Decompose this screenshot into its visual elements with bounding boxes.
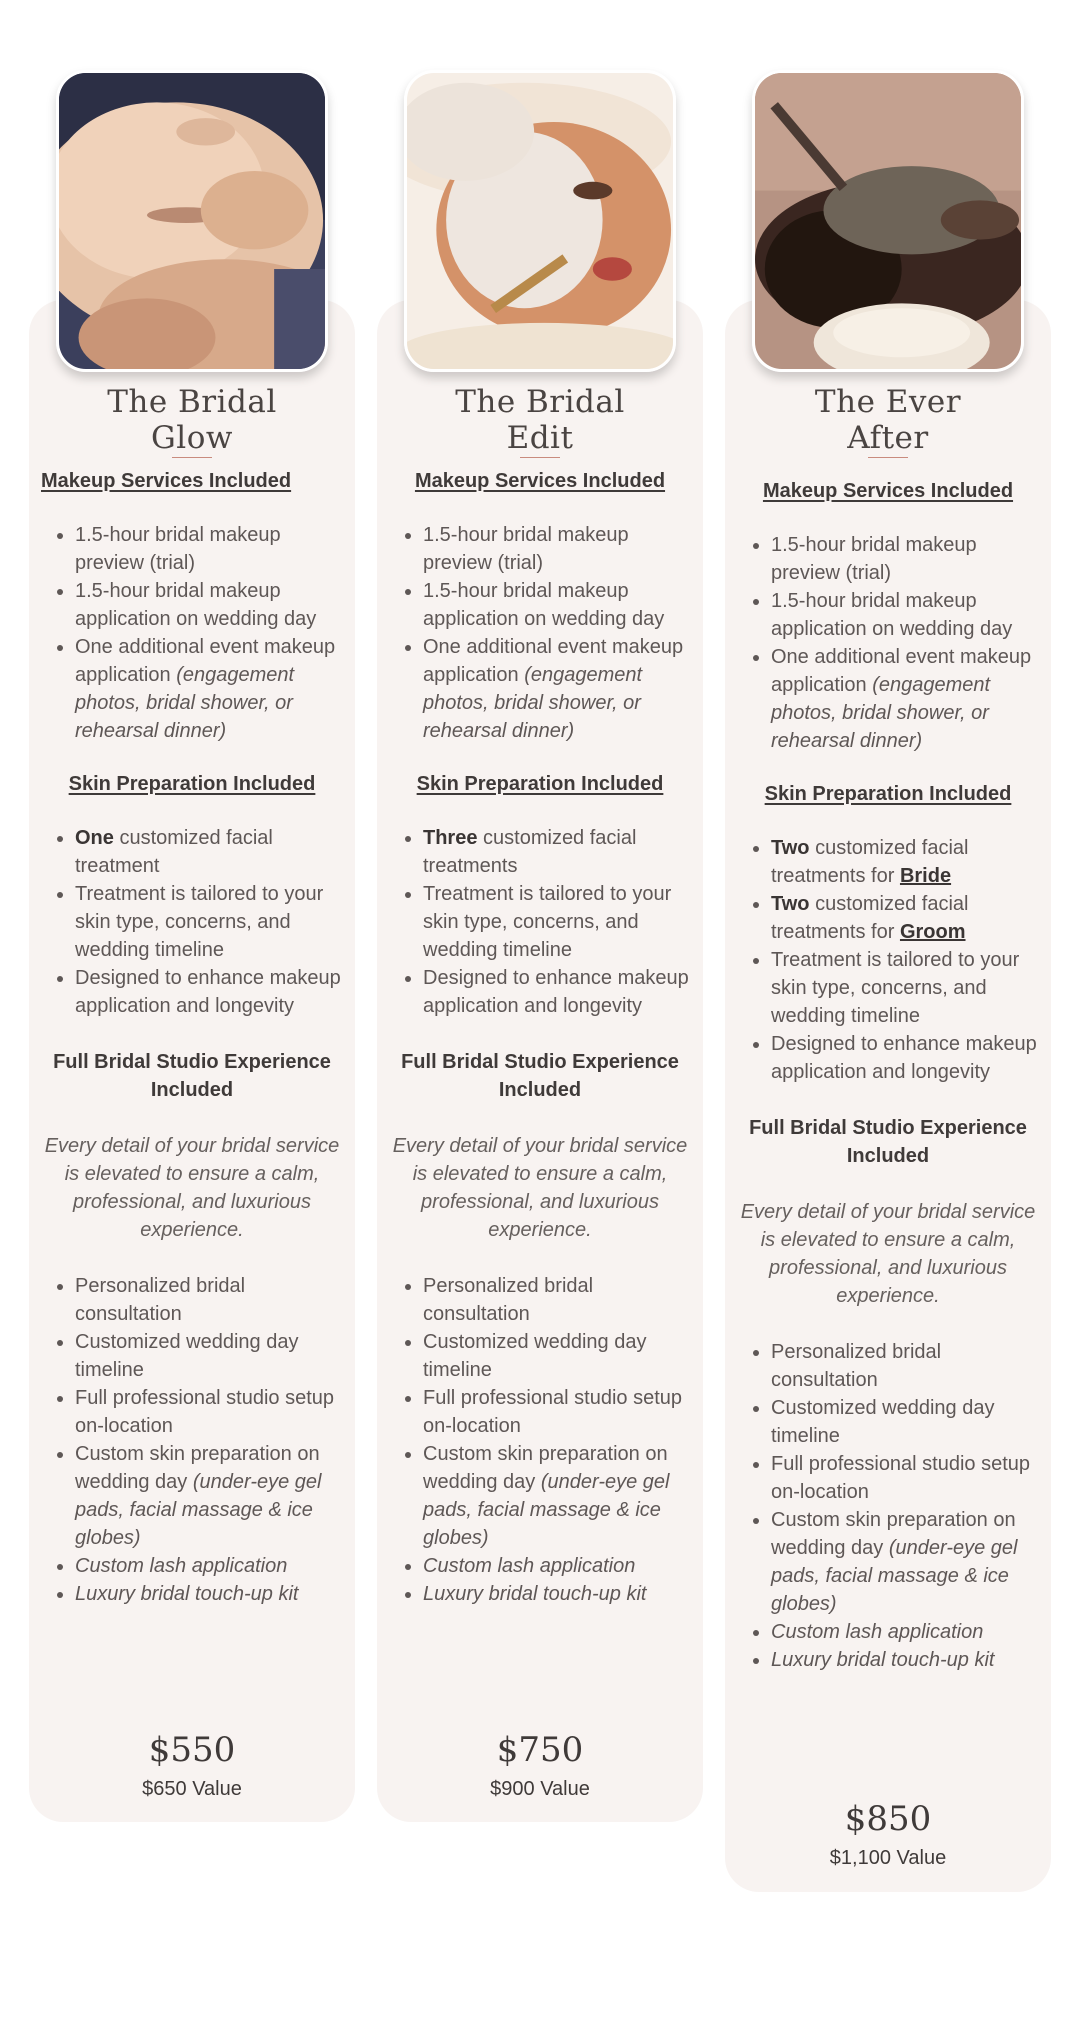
package-price: $850 xyxy=(844,1799,932,1839)
list-item-note: (under-eye gel pads, facial massage & ice globes) xyxy=(75,1471,322,1549)
list-item-note: (engagement photos, bridal shower, or rehearsal dinner) xyxy=(75,664,295,742)
list-item: • 1.5-hour bridal makeup preview (trial) xyxy=(771,531,1041,587)
studio-intro: Every detail of your bridal service is elevated to ensure a calm, professional, and luxurious experience. xyxy=(740,1201,1036,1307)
list-item: • Luxury bridal touch-up kit xyxy=(75,1580,345,1608)
title-line-1: The Bridal xyxy=(107,384,277,420)
studio-heading: Full Bridal Studio Experience Included xyxy=(53,1051,331,1101)
list-item xyxy=(75,633,345,745)
list-item-text: One additional event makeup application xyxy=(75,636,336,686)
bride-label: Bride xyxy=(899,865,952,887)
package-title xyxy=(29,384,355,456)
title-line-2: Edit xyxy=(506,420,574,456)
package-value: $650 Value xyxy=(142,1778,242,1800)
package-details xyxy=(725,480,1051,1674)
list-item: • Luxury bridal touch-up kit xyxy=(423,1580,693,1608)
title-line-2: After xyxy=(847,420,929,456)
list-item: • Personalized bridal consultation xyxy=(75,1272,345,1328)
list-item: • Personalized bridal consultation xyxy=(423,1272,693,1328)
studio-intro: Every detail of your bridal service is elevated to ensure a calm, professional, and luxurious experience. xyxy=(392,1135,688,1241)
list-item: • Customized wedding day timeline xyxy=(771,1394,1041,1450)
package-value: $1,100 Value xyxy=(829,1847,947,1869)
skin-list xyxy=(377,824,703,1020)
makeup-list xyxy=(377,521,703,745)
list-item: • Full professional studio setup on-location xyxy=(771,1450,1041,1506)
list-item-text: One additional event makeup application xyxy=(771,646,1032,696)
package-price: $550 xyxy=(148,1730,236,1770)
studio-list xyxy=(377,1272,703,1608)
package-details xyxy=(29,470,355,1608)
title-line-1: The Ever xyxy=(814,384,962,420)
groom-label: Groom xyxy=(899,921,966,943)
skin-heading: Skin Preparation Included xyxy=(416,773,664,795)
list-item: • Designed to enhance makeup application and longevity xyxy=(423,964,693,1020)
package-details xyxy=(377,470,703,1608)
list-item xyxy=(771,1506,1041,1618)
list-item-text: customized facial treatments xyxy=(423,827,637,877)
list-item: • Treatment is tailored to your skin type, concerns, and wedding timeline xyxy=(75,880,345,964)
list-item-note: (under-eye gel pads, facial massage & ice globes) xyxy=(423,1471,670,1549)
title-line-2: Glow xyxy=(151,420,233,456)
makeup-heading: Makeup Services Included xyxy=(41,470,292,492)
list-item xyxy=(75,1440,345,1552)
makeup-heading: Makeup Services Included xyxy=(762,480,1014,502)
list-item-text: customized facial treatment xyxy=(75,827,273,877)
list-item: • Luxury bridal touch-up kit xyxy=(771,1646,1041,1674)
list-item: • Customized wedding day timeline xyxy=(75,1328,345,1384)
studio-heading: Full Bridal Studio Experience Included xyxy=(401,1051,679,1101)
skin-heading: Skin Preparation Included xyxy=(764,783,1012,805)
treatment-count: Two xyxy=(771,893,810,915)
list-item-text: One additional event makeup application xyxy=(423,636,684,686)
studio-list xyxy=(29,1272,355,1608)
list-item: • Designed to enhance makeup application and longevity xyxy=(771,1030,1041,1086)
list-item: • 1.5-hour bridal makeup preview (trial) xyxy=(75,521,345,577)
studio-list xyxy=(725,1338,1051,1674)
list-item xyxy=(423,824,693,880)
list-item: • Designed to enhance makeup application and longevity xyxy=(75,964,345,1020)
treatment-count: One xyxy=(75,827,114,849)
list-item: • Full professional studio setup on-location xyxy=(423,1384,693,1440)
list-item: • Customized wedding day timeline xyxy=(423,1328,693,1384)
face-mask-photo xyxy=(404,70,676,372)
list-item: • 1.5-hour bridal makeup application on wedding day xyxy=(423,577,693,633)
list-item-text: Custom skin preparation on wedding day xyxy=(423,1443,668,1493)
list-item-text: customized facial treatments for xyxy=(771,837,969,887)
package-title xyxy=(377,384,703,456)
studio-intro: Every detail of your bridal service is elevated to ensure a calm, professional, and luxurious experience. xyxy=(44,1135,340,1241)
list-item: • 1.5-hour bridal makeup preview (trial) xyxy=(423,521,693,577)
list-item xyxy=(423,633,693,745)
makeup-heading: Makeup Services Included xyxy=(414,470,666,492)
package-value: $900 Value xyxy=(490,1778,590,1800)
list-item xyxy=(771,890,1041,946)
package-title xyxy=(725,384,1051,456)
treatment-count: Two xyxy=(771,837,810,859)
list-item xyxy=(423,1440,693,1552)
facial-massage-photo xyxy=(56,70,328,372)
list-item-text: Custom skin preparation on wedding day xyxy=(75,1443,320,1493)
package-price: $750 xyxy=(496,1730,584,1770)
list-item: • Custom lash application xyxy=(771,1618,1041,1646)
list-item: • Custom lash application xyxy=(75,1552,345,1580)
list-item xyxy=(771,834,1041,890)
list-item: • 1.5-hour bridal makeup application on wedding day xyxy=(771,587,1041,643)
title-line-1: The Bridal xyxy=(455,384,625,420)
list-item-text: customized facial treatments for xyxy=(771,893,969,943)
list-item: • Personalized bridal consultation xyxy=(771,1338,1041,1394)
clay-mask-photo xyxy=(752,70,1024,372)
treatment-count: Three xyxy=(423,827,478,849)
list-item: • Full professional studio setup on-location xyxy=(75,1384,345,1440)
list-item: • Treatment is tailored to your skin type, concerns, and wedding timeline xyxy=(771,946,1041,1030)
makeup-list xyxy=(725,531,1051,755)
skin-heading: Skin Preparation Included xyxy=(68,773,316,795)
skin-list xyxy=(29,824,355,1020)
list-item-text: Custom skin preparation on wedding day xyxy=(771,1509,1016,1559)
list-item: • 1.5-hour bridal makeup application on wedding day xyxy=(75,577,345,633)
studio-heading: Full Bridal Studio Experience Included xyxy=(749,1117,1027,1167)
list-item: • Treatment is tailored to your skin type, concerns, and wedding timeline xyxy=(423,880,693,964)
skin-list xyxy=(725,834,1051,1086)
list-item-note: (engagement photos, bridal shower, or rehearsal dinner) xyxy=(771,674,991,752)
list-item-note: (engagement photos, bridal shower, or rehearsal dinner) xyxy=(423,664,643,742)
makeup-list xyxy=(29,521,355,745)
list-item xyxy=(75,824,345,880)
list-item: • Custom lash application xyxy=(423,1552,693,1580)
list-item xyxy=(771,643,1041,755)
list-item-note: (under-eye gel pads, facial massage & ice globes) xyxy=(771,1537,1018,1615)
